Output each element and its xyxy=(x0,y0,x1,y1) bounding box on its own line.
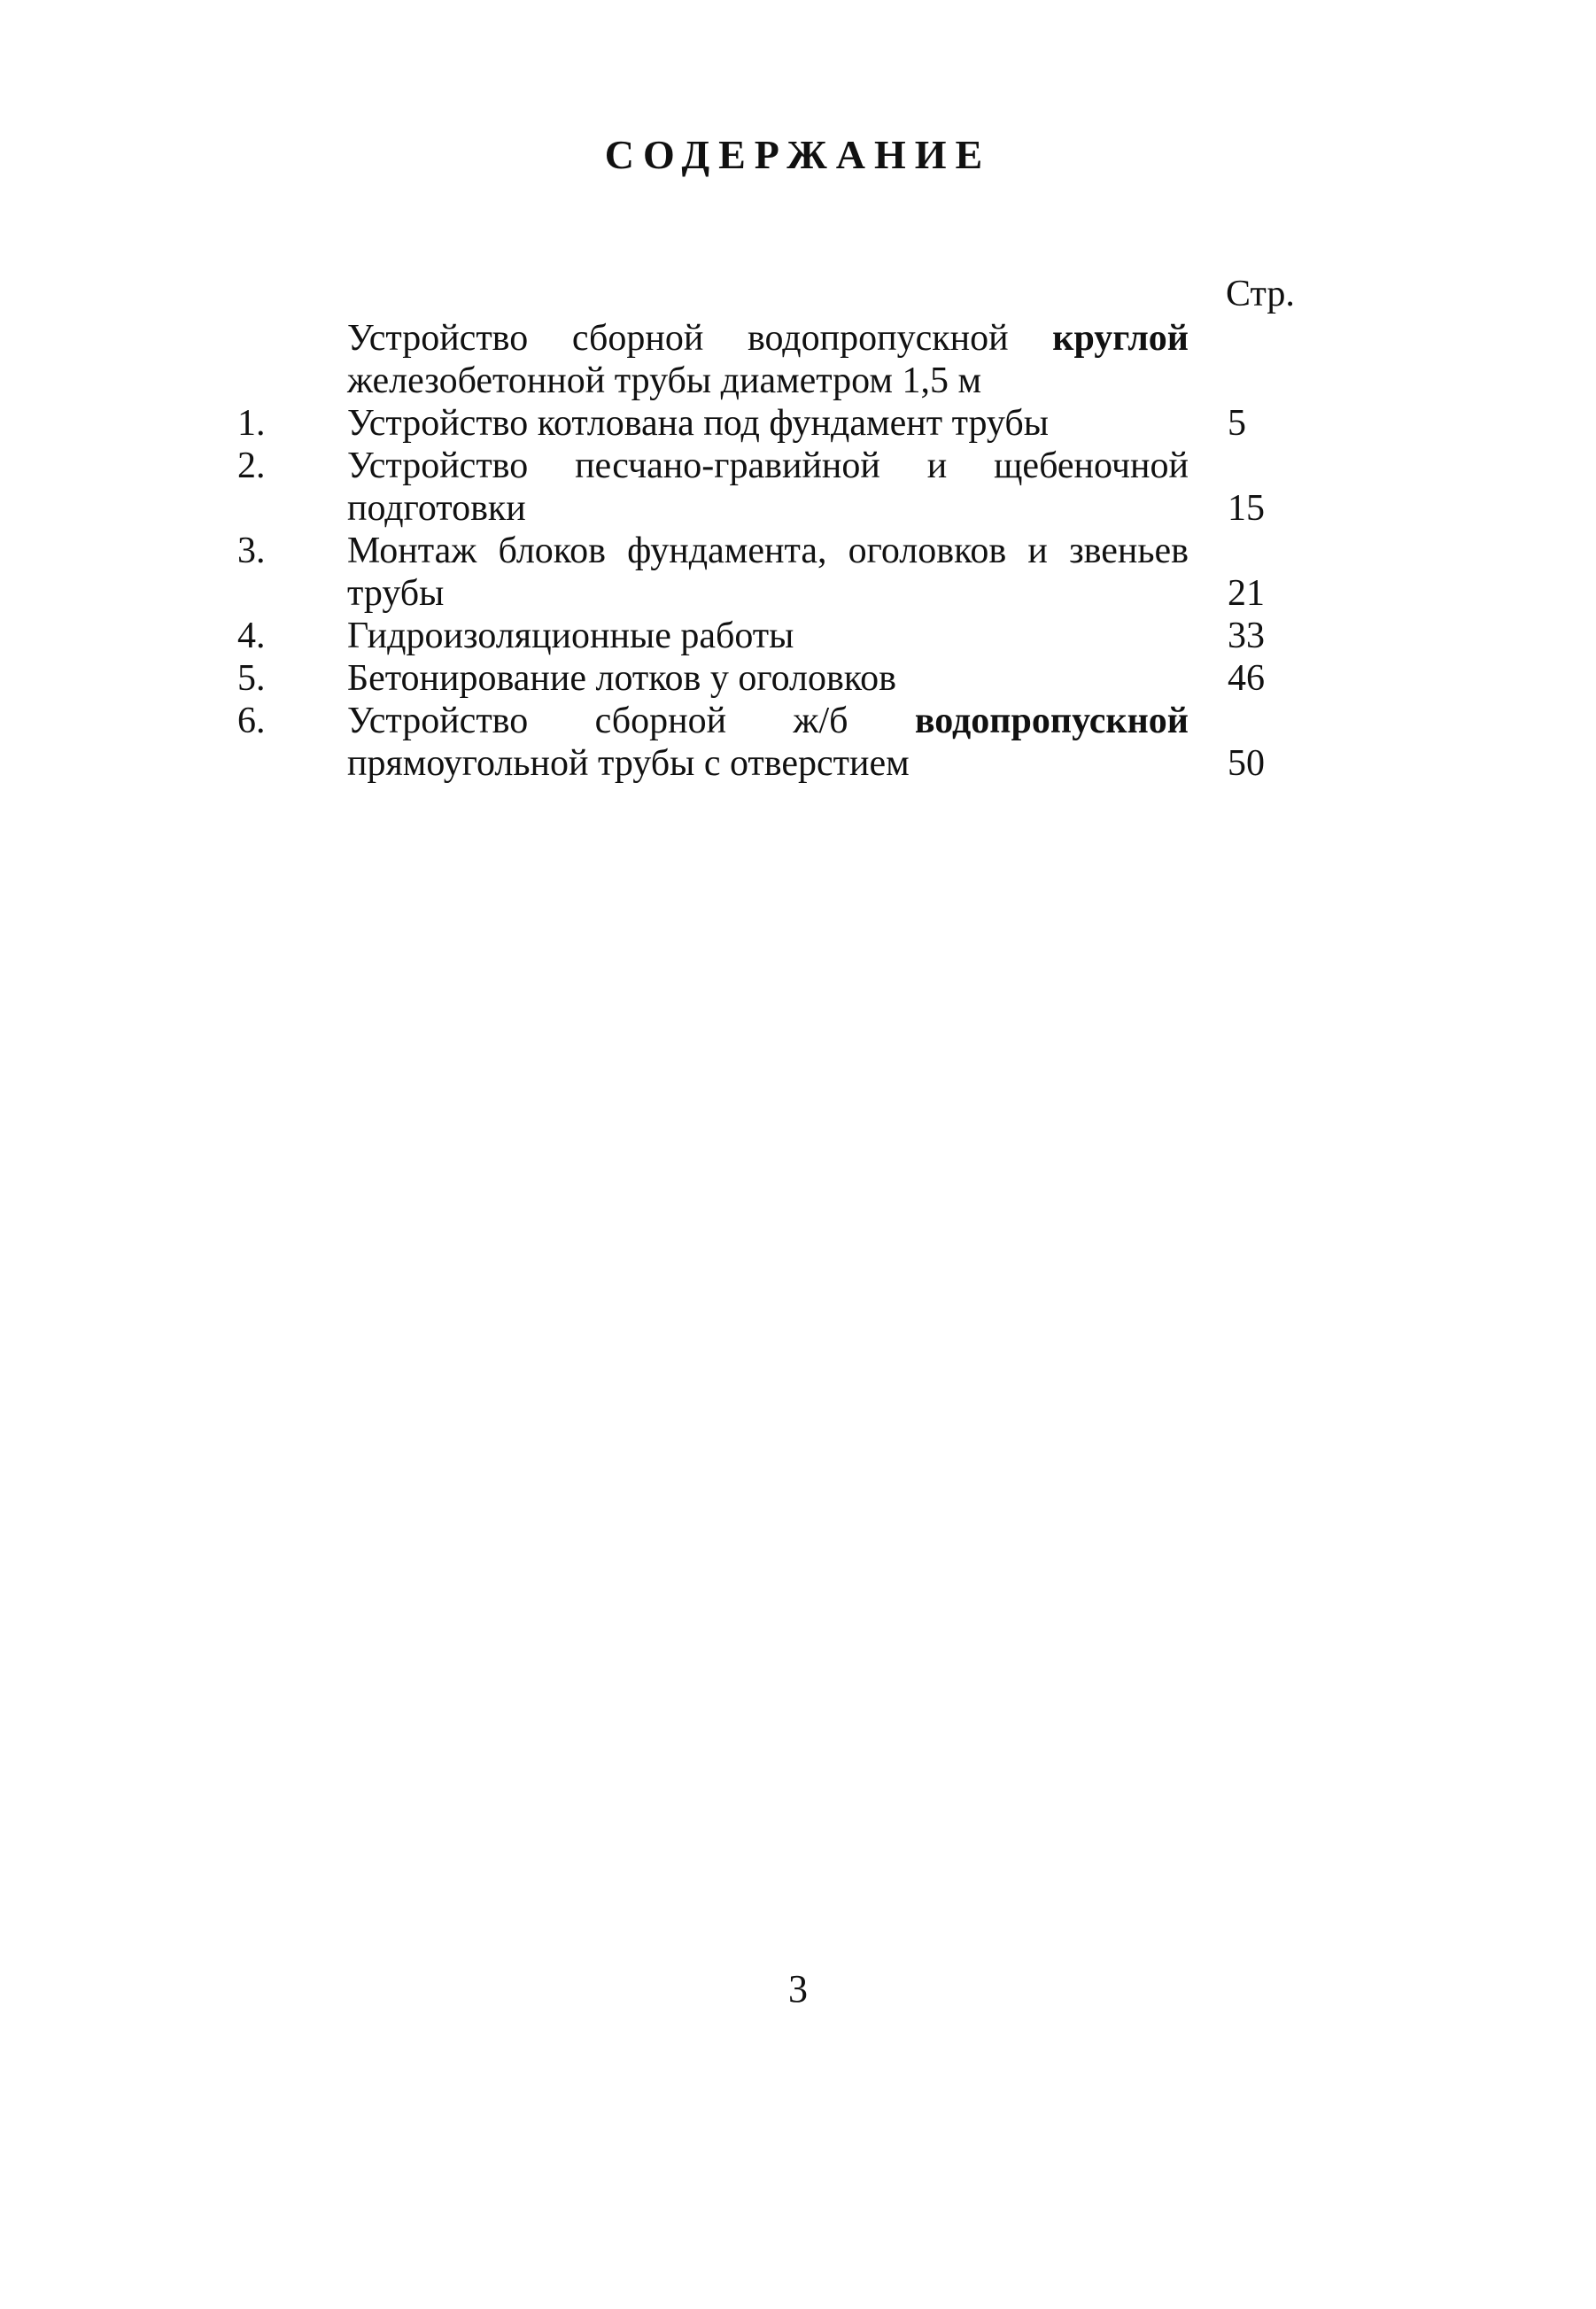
toc-item-number: 2. xyxy=(237,446,266,486)
toc-item-line-2: трубы xyxy=(347,573,445,614)
toc-item-page: 15 xyxy=(1228,488,1265,529)
toc-item-page: 5 xyxy=(1228,403,1246,444)
toc-item-number: 4. xyxy=(237,616,266,656)
toc-item-page: 50 xyxy=(1228,743,1265,784)
toc-item-number: 3. xyxy=(237,531,266,571)
page-column-label: Стр. xyxy=(1226,274,1295,314)
toc-item-number: 1. xyxy=(237,403,266,444)
toc-item-line-2: прямоугольной трубы с отверстием xyxy=(347,743,910,784)
toc-item-page: 21 xyxy=(1228,573,1265,614)
toc-item-line-2: подготовки xyxy=(347,488,526,529)
toc-intro-line-1: Устройство сборной водопропускной круглой xyxy=(347,318,1189,359)
toc-item-line: Бетонирование лотков у оголовков xyxy=(347,658,896,699)
toc-item-line: Устройство песчано-гравийной и щебеночной xyxy=(347,446,1189,486)
toc-item-line: Монтаж блоков фундамента, оголовков и звеньев xyxy=(347,531,1189,571)
toc-intro-line-2: железобетонной трубы диаметром 1,5 м xyxy=(347,360,982,401)
toc-item-page: 46 xyxy=(1228,658,1265,699)
toc-item-number: 6. xyxy=(237,701,266,741)
page-number: 3 xyxy=(788,1967,808,2011)
page-title: СОДЕРЖАНИЕ xyxy=(604,132,992,177)
toc-item-line: Гидроизоляционные работы xyxy=(347,616,794,656)
toc-item-line: Устройство сборной ж/б водопропускной xyxy=(347,701,1189,741)
toc-item-line: Устройство котлована под фундамент трубы xyxy=(347,403,1049,444)
toc-item-number: 5. xyxy=(237,658,266,699)
toc-item-page: 33 xyxy=(1228,616,1265,656)
